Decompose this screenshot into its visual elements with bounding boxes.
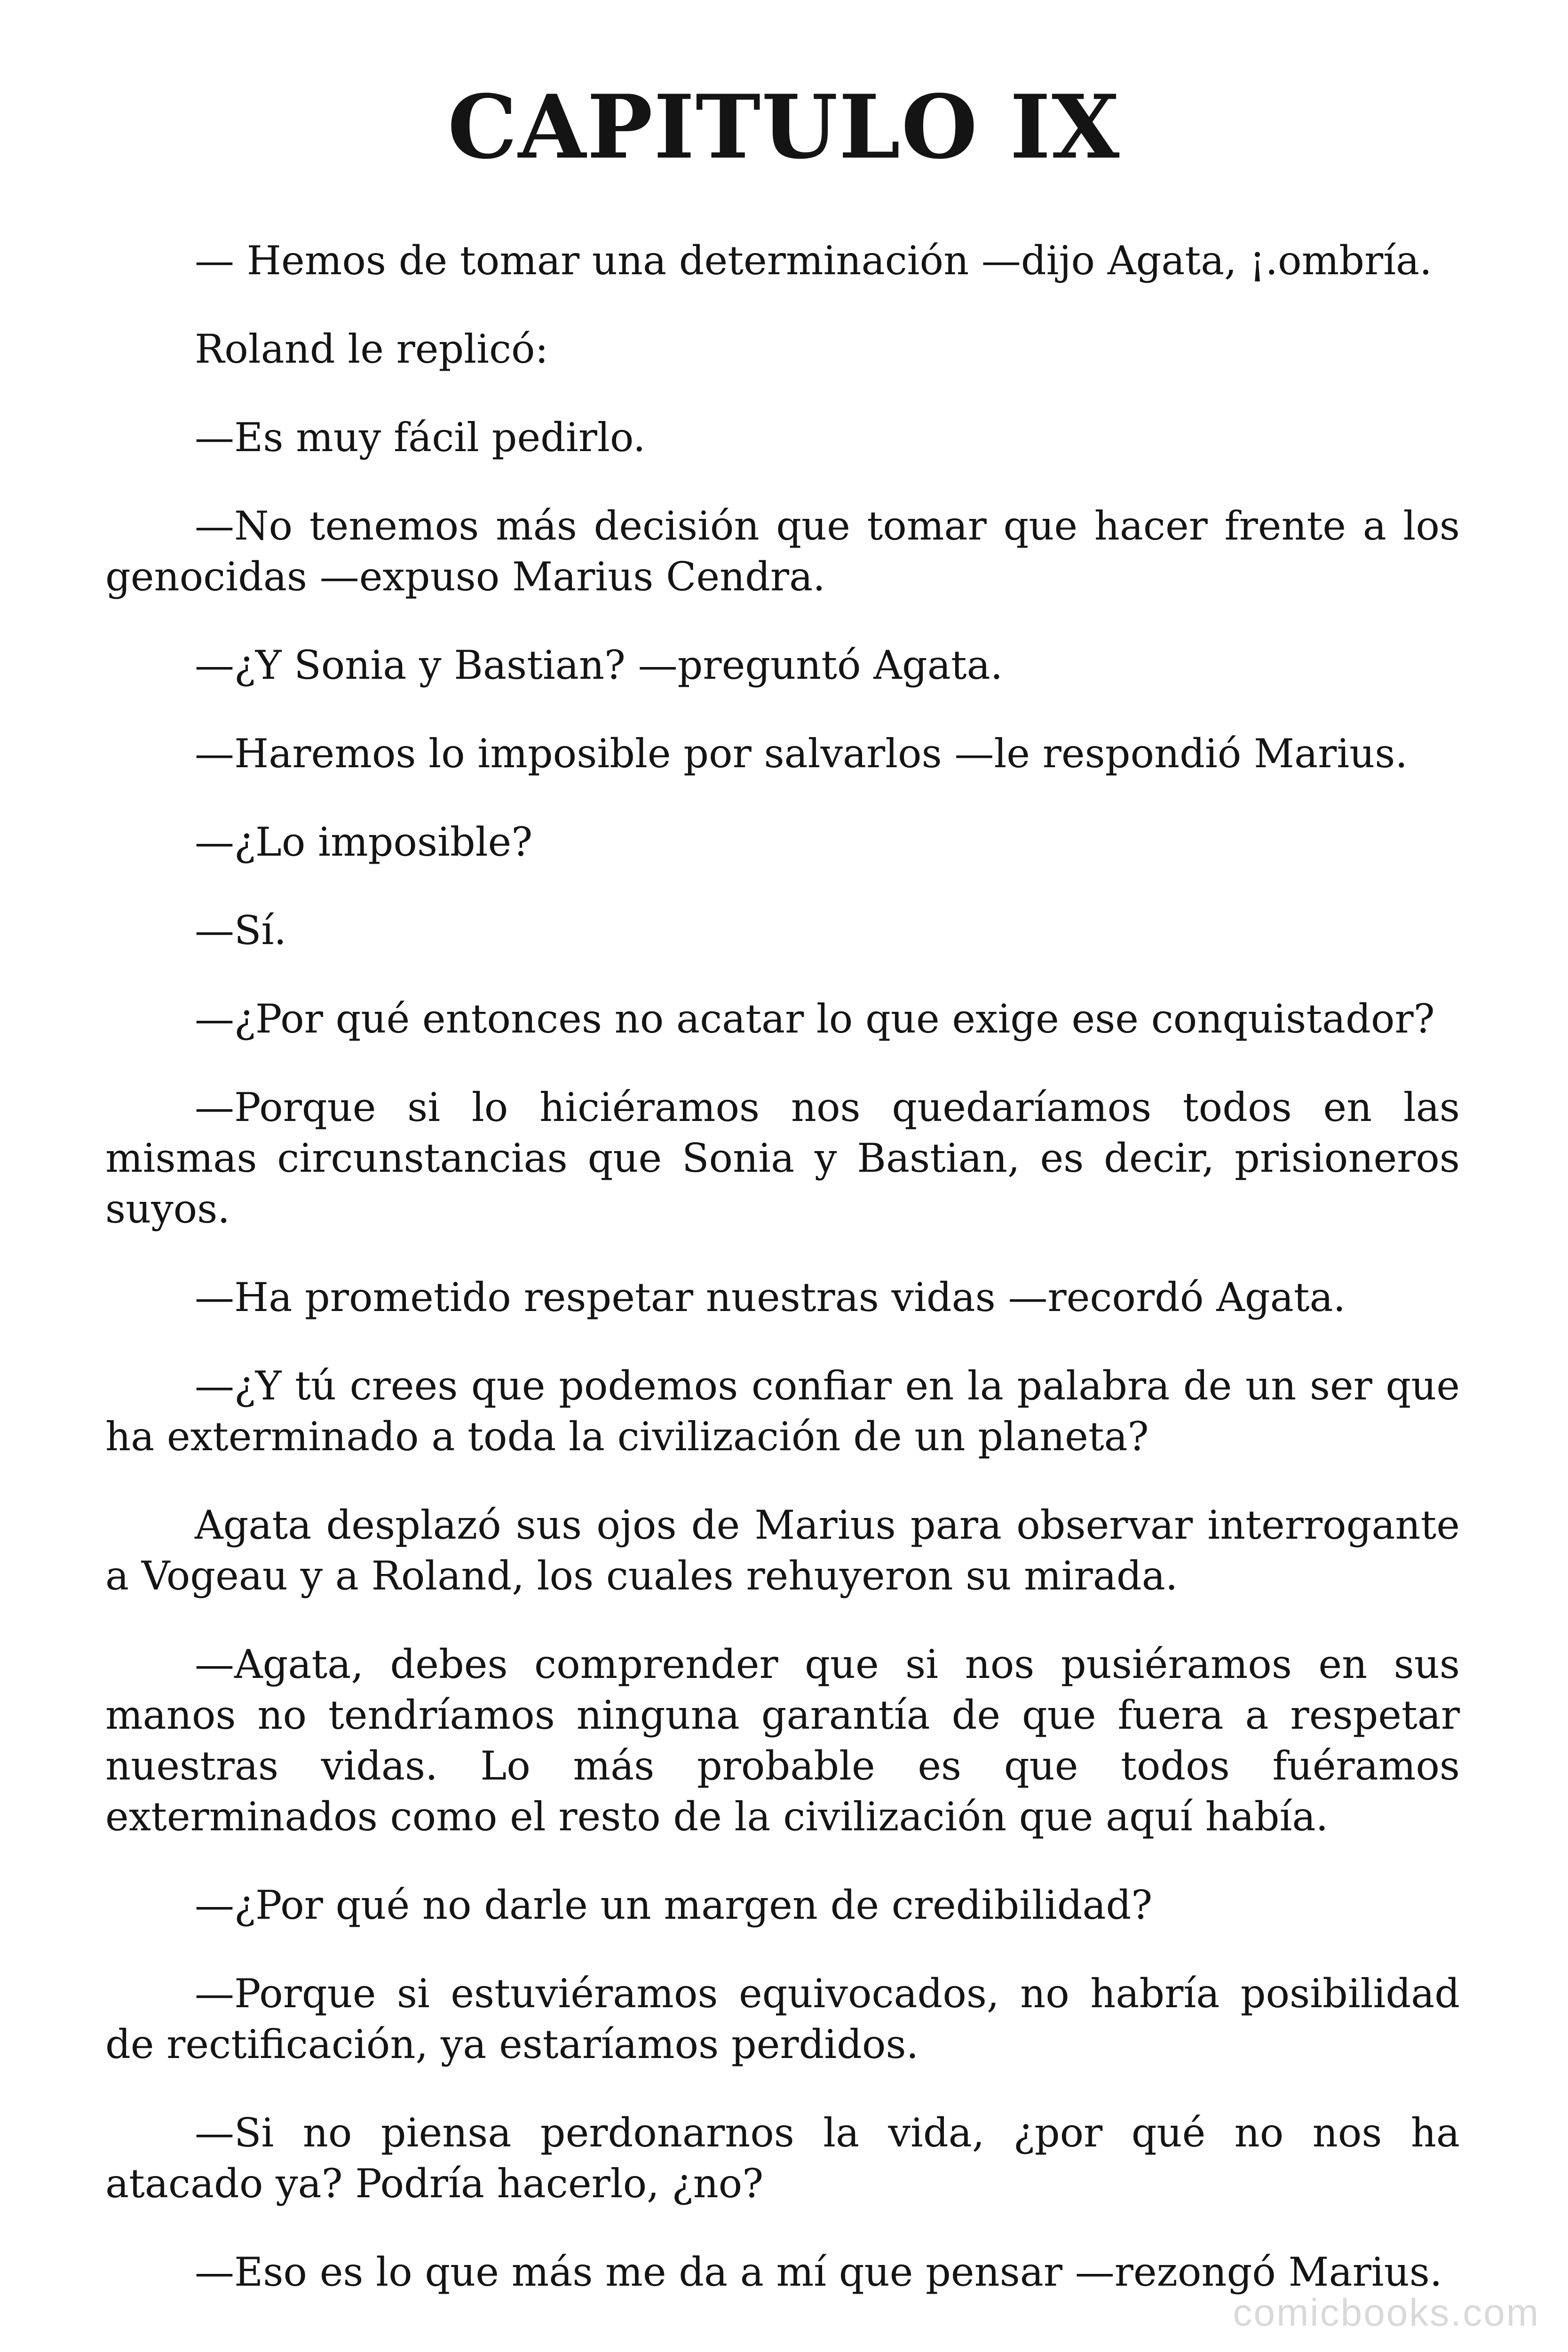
- paragraph: —Es muy fácil pedirlo.: [195, 414, 646, 461]
- chapter-title: CAPITULO IX: [447, 75, 1121, 178]
- paragraph: —¿Por qué entonces no acatar lo que exige ese conquistador?: [195, 996, 1435, 1042]
- chapter-body: [105, 235, 1460, 2335]
- paragraph: —Agata, debes comprender que si nos pusiéramos en sus manos no tendríamos ninguna garantía de que fuera a respetar nuestras vidas. Lo más probable es que todos fuéramos exterminados como el resto de la civilización que aquí había.: [105, 1641, 1460, 1840]
- paragraph: —¿Por qué no darle un margen de credibilidad?: [195, 1882, 1153, 1928]
- paragraph: —Ha prometido respetar nuestras vidas —recordó Agata.: [195, 1274, 1346, 1320]
- paragraph: —¿Y tú crees que podemos confiar en la palabra de un ser que ha exterminado a toda la civilización de un planeta?: [105, 1363, 1460, 1460]
- paragraph: —Haremos lo imposible por salvarlos —le respondió Marius.: [195, 731, 1408, 777]
- paragraph: —Eso es lo que más me da a mí que pensar —rezongó Marius.: [195, 2249, 1442, 2295]
- paragraph: Roland le replicó:: [195, 326, 548, 372]
- paragraph: —¿Lo imposible?: [195, 819, 533, 865]
- watermark: comicbooks.com: [1233, 2291, 1540, 2334]
- paragraph: —Porque si lo hiciéramos nos quedaríamos todos en las mismas circunstancias que Sonia y Bastian, es decir, prisioneros suyos.: [105, 1084, 1460, 1232]
- paragraph: —¿Y Sonia y Bastian? —preguntó Agata.: [195, 642, 1003, 688]
- paragraph: —No tenemos más decisión que tomar que hacer frente a los genocidas —expuso Marius Cendra.: [105, 503, 1460, 600]
- paragraph: —Si no piensa perdonarnos la vida, ¿por qué no nos ha atacado ya? Podría hacerlo, ¿no?: [105, 2110, 1460, 2207]
- paragraph: —Porque si estuviéramos equivocados, no habría posibilidad de rectificación, ya estaríamos perdidos.: [105, 1971, 1460, 2067]
- paragraph: — Hemos de tomar una determinación —dijo Agata, ¡.ombría.: [195, 238, 1432, 284]
- paragraph: Agata desplazó sus ojos de Marius para observar interrogante a Vogeau y a Roland, los cuales rehuyeron su mirada.: [105, 1502, 1460, 1599]
- paragraph: —Sí.: [195, 907, 287, 954]
